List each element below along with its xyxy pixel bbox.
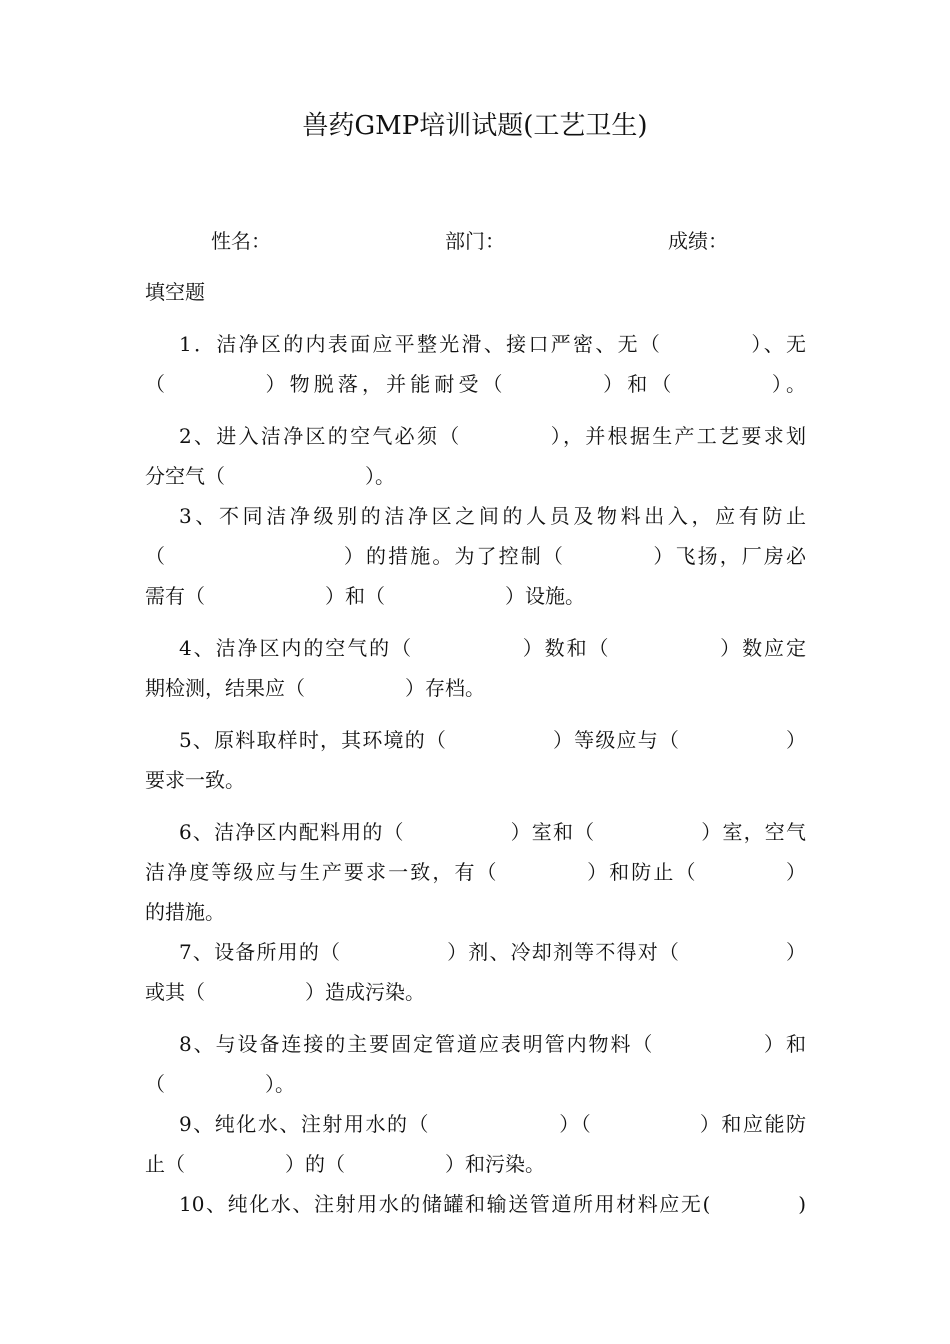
department-field-label: 部门： — [445, 229, 505, 253]
question-line: 分空气（ ）。 — [145, 464, 395, 488]
question-line: 要求一致。 — [145, 768, 245, 792]
page-title: 兽药GMP培训试题(工艺卫生) — [302, 111, 648, 141]
section-heading: 填空题 — [145, 280, 205, 304]
question-line: 8、与设备连接的主要固定管道应表明管内物料（ ）和 — [179, 1032, 806, 1056]
question-line: （ ）。 — [145, 1072, 295, 1096]
question-line: 2、进入洁净区的空气必须（ ），并根据生产工艺要求划 — [179, 424, 806, 448]
question-9 — [145, 1104, 806, 1184]
question-6 — [145, 812, 806, 932]
question-3 — [145, 496, 806, 616]
question-line: 洁净度等级应与生产要求一致，有（ ）和防止（ ） — [145, 860, 806, 884]
question-line: 止（ ）的（ ）和污染。 — [145, 1152, 545, 1176]
question-line: 的措施。 — [145, 900, 225, 924]
question-line: 5、原料取样时，其环境的（ ）等级应与（ ） — [179, 728, 806, 752]
question-line: （ ）物脱落，并能耐受（ ）和（ ）。 — [145, 372, 806, 396]
score-field-label: 成绩： — [668, 229, 728, 253]
question-line: 或其（ ）造成污染。 — [145, 980, 425, 1004]
question-1 — [145, 324, 806, 404]
question-line: 需有（ ）和（ ）设施。 — [145, 584, 585, 608]
question-2 — [145, 416, 806, 496]
question-line: 6、洁净区内配料用的（ ）室和（ ）室，空气 — [179, 820, 806, 844]
question-line: 4、洁净区内的空气的（ ）数和（ ）数应定 — [179, 636, 806, 660]
question-8 — [145, 1024, 806, 1104]
question-7 — [145, 932, 806, 1012]
question-line: 期检测，结果应（ ）存档。 — [145, 676, 485, 700]
question-10 — [145, 1184, 806, 1224]
header-fields — [0, 225, 950, 257]
question-line: 3、不同洁净级别的洁净区之间的人员及物料出入，应有防止 — [179, 504, 806, 528]
question-line: 10、纯化水、注射用水的储罐和输送管道所用材料应无( ) — [179, 1192, 806, 1216]
question-5 — [145, 720, 806, 800]
question-line: （ ）的措施。为了控制（ ）飞扬，厂房必 — [145, 544, 806, 568]
question-4 — [145, 628, 806, 708]
name-field-label: 性名： — [211, 229, 271, 253]
question-line: 1．洁净区的内表面应平整光滑、接口严密、无（ ）、无 — [179, 332, 806, 356]
question-line: 7、设备所用的（ ）剂、冷却剂等不得对（ ） — [179, 940, 806, 964]
question-line: 9、纯化水、注射用水的（ ）（ ）和应能防 — [179, 1112, 806, 1136]
